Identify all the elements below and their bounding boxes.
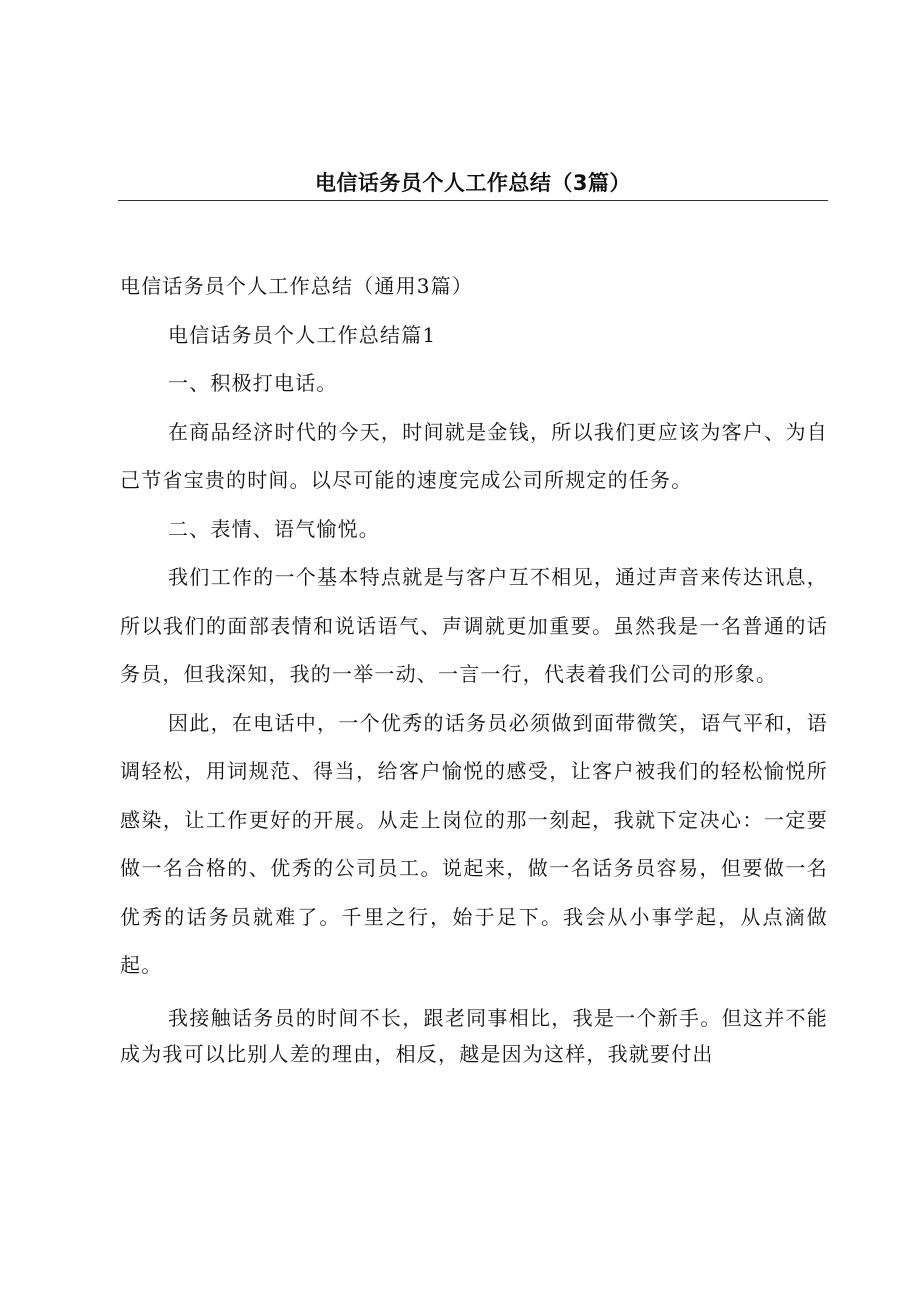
paragraph: 因此，在电话中，一个优秀的话务员必须做到面带微笑，语气平和，语调轻松，用词规范、得当，给客户愉悦的感受，让客户被我们的轻松愉悦所感染，让工作更好的开展。从走上岗位的那一刻起，我就下定决心：一定要做一名合格的、优秀的公司员工。说起来，做一名话务员容易，但要做一名优秀的话务员就难了。千里之行，始于足下。我会从小事学起，从点滴做起。: [120, 710, 828, 977]
document-title: 电信话务员个人工作总结（3篇）: [314, 171, 632, 195]
title-underline-divider: [118, 200, 828, 201]
paragraph-point-two: 二、表情、语气愉悦。: [168, 516, 380, 541]
paragraph-section-title: 电信话务员个人工作总结篇1: [168, 322, 437, 347]
document-body: [120, 262, 828, 1072]
paragraph-heading: 电信话务员个人工作总结（通用3篇）: [120, 274, 474, 298]
paragraph: 我接触话务员的时间不长，跟老同事相比，我是一个新手。但这并不能成为我可以比别人差的理由，相反，越是因为这样，我就要付出: [120, 1005, 828, 1066]
paragraph: 在商品经济时代的今天，时间就是金钱，所以我们更应该为客户、为自己节省宝贵的时间。以尽可能的速度完成公司所规定的任务。: [120, 419, 828, 492]
paragraph-point-one: 一、积极打电话。: [168, 371, 338, 395]
paragraph: 我们工作的一个基本特点就是与客户互不相见，通过声音来传达讯息，所以我们的面部表情和说话语气、声调就更加重要。虽然我是一名普通的话务员，但我深知，我的一举一动、一言一行，代表着我们公司的形象。: [120, 565, 828, 686]
